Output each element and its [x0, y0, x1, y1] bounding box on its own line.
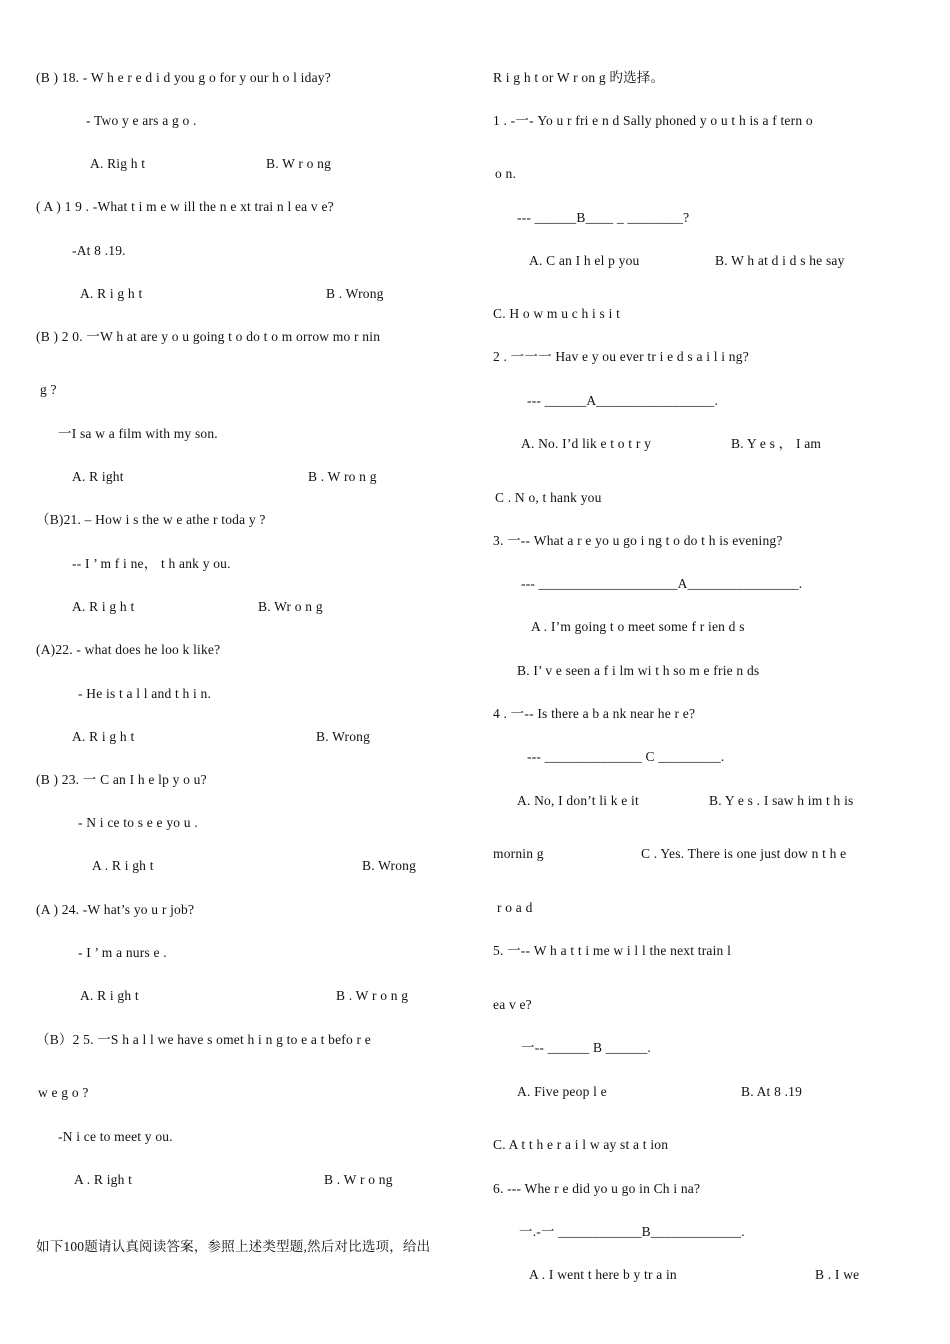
q21-question: （B)21. – How i s the w e athe r toda y ?	[36, 512, 266, 527]
q1-question: 1 . -一- Yo u r fri e n d Sally phoned y o u t h is a f tern o	[493, 113, 813, 128]
q2-option-b: B. Y e s ， I am	[731, 436, 822, 451]
q25-question: （B）2 5. 一S h a l l we have s omet h i n g to e a t befo r e	[36, 1032, 371, 1047]
q3-answer-blank: --- ____________________A________________.	[521, 576, 803, 591]
q23-option-a: A . R i gh t	[92, 858, 154, 873]
q2-answer-blank: --- ______A_________________.	[527, 393, 719, 408]
q2-option-c: C . N o, t hank you	[495, 490, 602, 505]
q19-answer: -At 8 .19.	[72, 243, 126, 258]
q1-answer-blank: --- ______B____ _ ________?	[517, 210, 690, 225]
q24-answer: - I ’ m a nurs e .	[78, 945, 167, 960]
q1-question-cont: o n.	[495, 166, 517, 181]
q18-option-a: A. Rig h t	[90, 156, 146, 171]
q19-option-a: A. R i g h t	[80, 286, 143, 301]
q1-option-a: A. C an I h el p you	[529, 253, 640, 268]
q19-option-b: B . Wrong	[326, 286, 384, 301]
q2-option-a: A. No. I’d lik e t o t r y	[521, 436, 652, 451]
instructions-text: 如下100题请认真阅读答案，参照上述类型题,然后对比选项，给出	[36, 1239, 431, 1254]
q1-option-c: C. H o w m u c h i s i t	[493, 306, 621, 321]
q18-question: (B ) 18. - W h e r e d i d you g o for y our h o l iday?	[36, 70, 331, 85]
q24-option-b: B . W r o n g	[336, 988, 409, 1003]
q5-answer-blank: 一-- ______ B ______.	[521, 1040, 651, 1055]
q23-question: (B ) 23. 一 C an I h e lp y o u?	[36, 772, 207, 787]
q6-option-a: A . I went t here b y tr a in	[529, 1267, 677, 1282]
q6-option-b: B . I we	[815, 1267, 860, 1282]
q5-option-a: A. Five peop l e	[517, 1084, 607, 1099]
q20-option-a: A. R ight	[72, 469, 124, 484]
q5-question-cont: ea v e?	[493, 997, 532, 1012]
q4-question: 4 . 一-- Is there a b a nk near he r e?	[493, 706, 696, 721]
q19-question: ( A ) 1 9 . -What t i m e w ill the n e xt trai n l ea v e?	[36, 199, 334, 214]
q4-option-c: C . Yes. There is one just dow n t h e	[641, 846, 847, 861]
q24-question: (A ) 24. -W hat’s yo u r job?	[36, 902, 195, 917]
q20-option-b: B . W ro n g	[308, 469, 377, 484]
q21-answer: -- I ’ m f i ne， t h ank y ou.	[72, 556, 231, 571]
q25-option-a: A . R igh t	[74, 1172, 133, 1187]
q4-option-b-cont: mornin g	[493, 846, 544, 861]
q20-question: (B ) 2 0. 一W h at are y o u going t o do t o m orrow mo r nin	[36, 329, 381, 344]
q4-option-b: B. Y e s . I saw h im t h is	[709, 793, 854, 808]
q20-answer: 一I sa w a film with my son.	[58, 426, 218, 441]
q5-option-b: B. At 8 .19	[741, 1084, 803, 1099]
q23-answer: - N i ce to s e e yo u .	[78, 815, 198, 830]
q2-question: 2 . 一一一 Hav e y ou ever tr i e d s a i l i ng?	[493, 349, 749, 364]
q1-option-b: B. W h at d i d s he say	[715, 253, 845, 268]
q6-question: 6. --- Whe r e did yo u go in Ch i na?	[493, 1181, 701, 1196]
q25-answer: -N i ce to meet y ou.	[58, 1129, 173, 1144]
q24-option-a: A. R i gh t	[80, 988, 139, 1003]
q6-answer-blank: 一.-一 ____________B_____________.	[519, 1224, 745, 1239]
q22-question: (A)22. - what does he loo k like?	[36, 642, 221, 657]
instructions-text-cont: R i g h t or W r on g 旳选择。	[493, 70, 665, 85]
q25-question-cont: w e g o ?	[38, 1085, 89, 1100]
q3-option-a: A . I’m going t o meet some f r ien d s	[531, 619, 745, 634]
q3-option-b: B. I’ v e seen a f i lm wi t h so m e frie n ds	[517, 663, 760, 678]
q22-option-a: A. R i g h t	[72, 729, 135, 744]
q4-option-a: A. No, I don’t li k e it	[517, 793, 639, 808]
q18-option-b: B. W r o ng	[266, 156, 332, 171]
q22-option-b: B. Wrong	[316, 729, 371, 744]
q18-answer: - Two y e ars a g o .	[86, 113, 197, 128]
q23-option-b: B. Wrong	[362, 858, 417, 873]
q20-question-cont: g ?	[40, 382, 57, 397]
q4-option-c-cont: r o a d	[497, 900, 533, 915]
q3-question: 3. 一-- What a r e yo u go i ng t o do t h is evening?	[493, 533, 783, 548]
q4-answer-blank: --- ______________ C _________.	[527, 749, 725, 764]
q22-answer: - He is t a l l and t h i n.	[78, 686, 212, 701]
q21-option-a: A. R i g h t	[72, 599, 135, 614]
q21-option-b: B. Wr o n g	[258, 599, 323, 614]
q5-question: 5. 一-- W h a t t i me w i l l the next train l	[493, 943, 732, 958]
q5-option-c: C. A t t h e r a i l w ay st a t ion	[493, 1137, 669, 1152]
q25-option-b: B . W r o ng	[324, 1172, 393, 1187]
